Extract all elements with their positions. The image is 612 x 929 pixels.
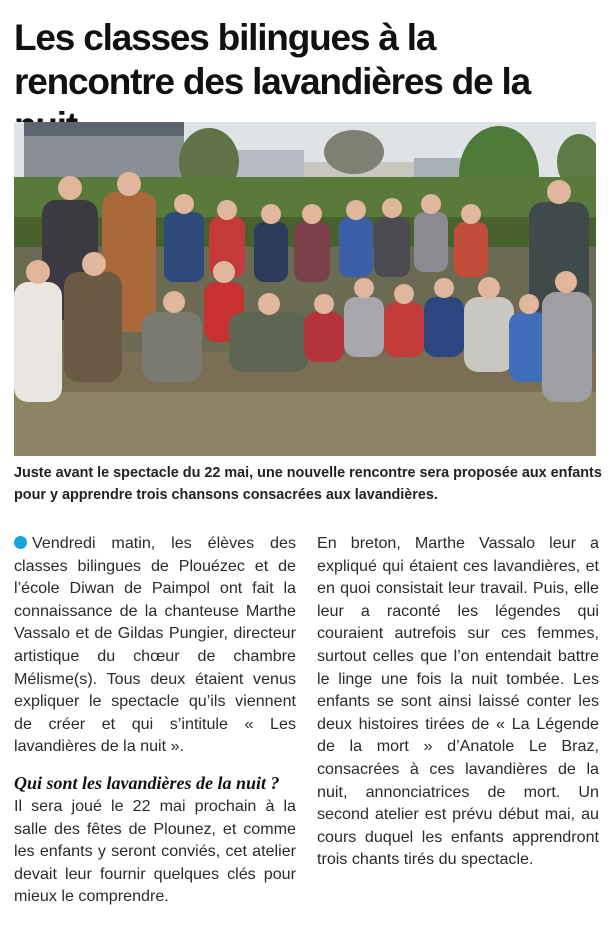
column-left: [14, 532, 296, 908]
photo-caption: Juste avant le spectacle du 22 mai, une nouvelle rencontre sera proposée aux enfants pour y apprendre trois chansons consacrées aux lavandières.: [14, 465, 602, 503]
paragraph-performance: Il sera joué le 22 mai prochain à la salle des fêtes de Plounez, et comme les enfants y seront conviés, cet atelier devait leur fournir quelques clés pour mieux le comprendre.: [14, 796, 296, 906]
paragraph-intro-text: Vendredi matin, les élèves des classes bilingues de Plouézec et de l’école Diwan de Paimpol ont fait la connaissance de la chanteuse Marthe Vassalo et de Gildas Pungier, directeur artistique du chœur de chambre Mélisme(s). Tous deux étaient venus expliquer le spectacle qu’ils viennent de créer et qui s’intitule « Les lavandières de la nuit ».: [14, 534, 296, 756]
paragraph-workshop: En breton, Marthe Vassalo leur a expliqué qui étaient ces lavandières, et en quoi consistait leur travail. Puis, elle leur a raconté les légendes qui couraient autrefois sur ces femmes, surtout celles que l’on entendait battre le linge une fois la nuit tombée. Les enfants se sont ainsi laissé conter les deux histoires tirées de « La Légende de la mort » d’Anatole Le Braz, consacrées à ces lavandières de la nuit, annonciatrices de mort. Un second atelier est prévu début mai, au cours duquel les enfants apprendront trois chants tirés du spectacle.: [317, 534, 599, 869]
paragraph-intro: [14, 532, 296, 758]
bullet-dot-icon: [14, 536, 27, 549]
group-photo: [14, 122, 596, 456]
headline: Les classes bilingues à la rencontre des lavandières de la: [14, 17, 530, 102]
subheading: Qui sont les lavandières de la nuit ?: [14, 772, 280, 793]
column-right: [317, 532, 599, 871]
